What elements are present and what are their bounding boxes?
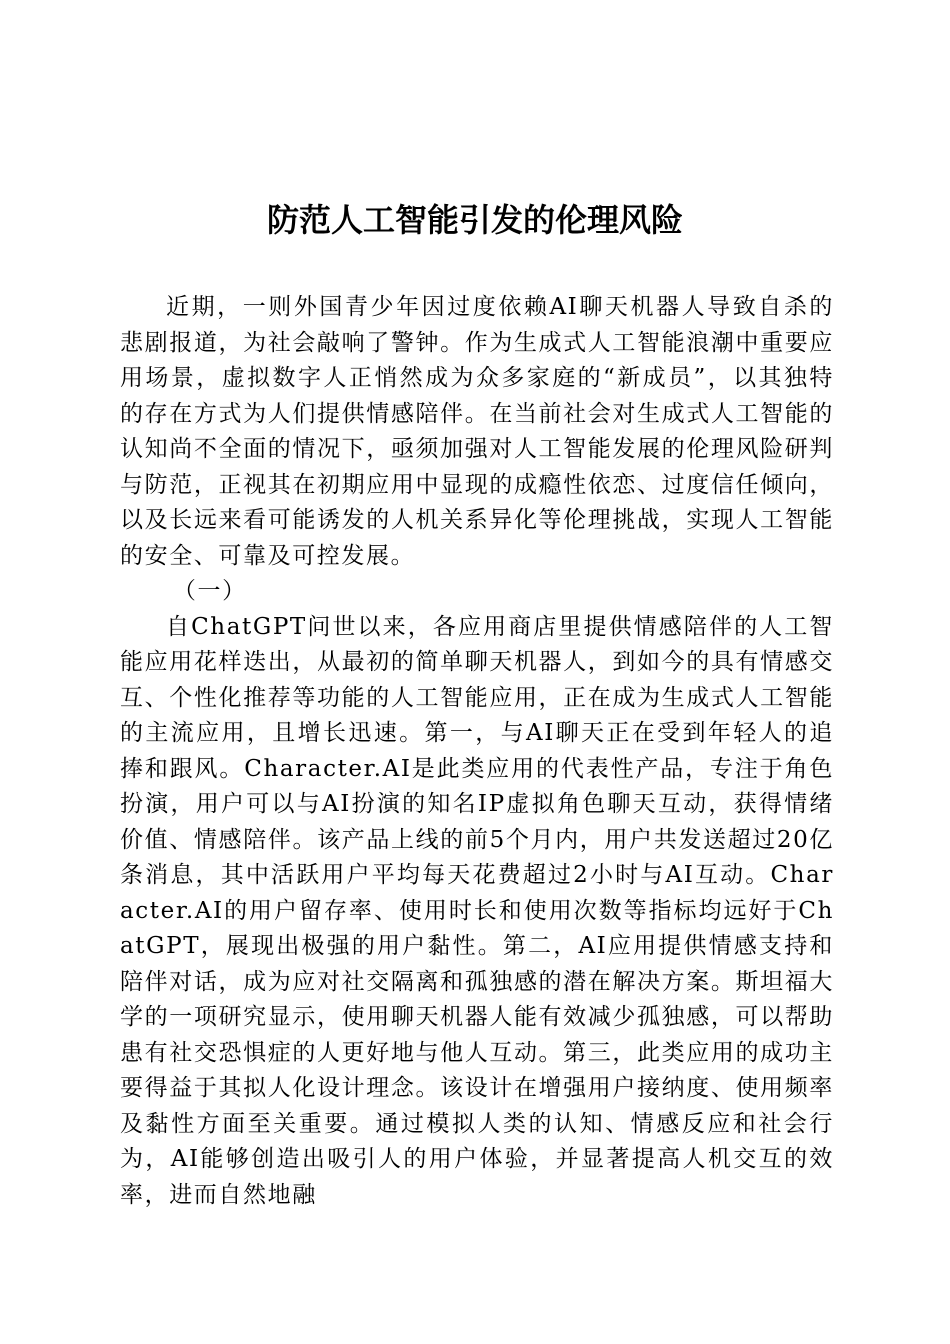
body-paragraph: 近期，一则外国青少年因过度依赖AI聊天机器人导致自杀的悲剧报道，为社会敲响了警钟。作为生成式人工智能浪潮中重要应用场景，虚拟数字人正悄然成为众多家庭的“新成员”，以其独特的存在方式为人们提供情感陪伴。在当前社会对生成式人工智能的认知尚不全面的情况下，亟须加强对人工智能发展的伦理风险研判与防范，正视其在初期应用中显现的成瘾性依恋、过度信任倾向，以及长远来看可能诱发的人机关系异化等伦理挑战，实现人工智能的安全、可靠及可控发展。 bbox=[120, 294, 834, 569]
body-paragraph: 自ChatGPT问世以来，各应用商店里提供情感陪伴的人工智能应用花样迭出，从最初的简单聊天机器人，到如今的具有情感交互、个性化推荐等功能的人工智能应用，正在成为生成式人工智能的主流应用，且增长迅速。第一，与AI聊天正在受到年轻人的追捧和跟风。Character.AI是此类应用的代表性产品，专注于角色扮演，用户可以与AI扮演的知名IP虚拟角色聊天互动，获得情绪价值、情感陪伴。该产品上线的前5个月内，用户共发送超过20亿条消息，其中活跃用户平均每天花费超过2小时与AI互动。Character.AI的用户留存率、使用时长和使用次数等指标均远好于ChatGPT，展现出极强的用户黏性。第二，AI应用提供情感支持和陪伴对话，成为应对社交隔离和孤独感的潜在解决方案。斯坦福大学的一项研究显示，使用聊天机器人能有效减少孤独感，可以帮助患有社交恐惧症的人更好地与他人互动。第三，此类应用的成功主要得益于其拟人化设计理念。该设计在增强用户接纳度、使用频率及黏性方面至关重要。通过模拟人类的认知、情感反应和社会行为，AI能够创造出吸引人的用户体验，并显著提高人机交互的效率，进而自然地融 bbox=[120, 613, 834, 1208]
document-title: 防范人工智能引发的伦理风险 bbox=[266, 201, 683, 239]
section-heading: （一） bbox=[172, 578, 247, 604]
document-body bbox=[120, 290, 834, 1213]
